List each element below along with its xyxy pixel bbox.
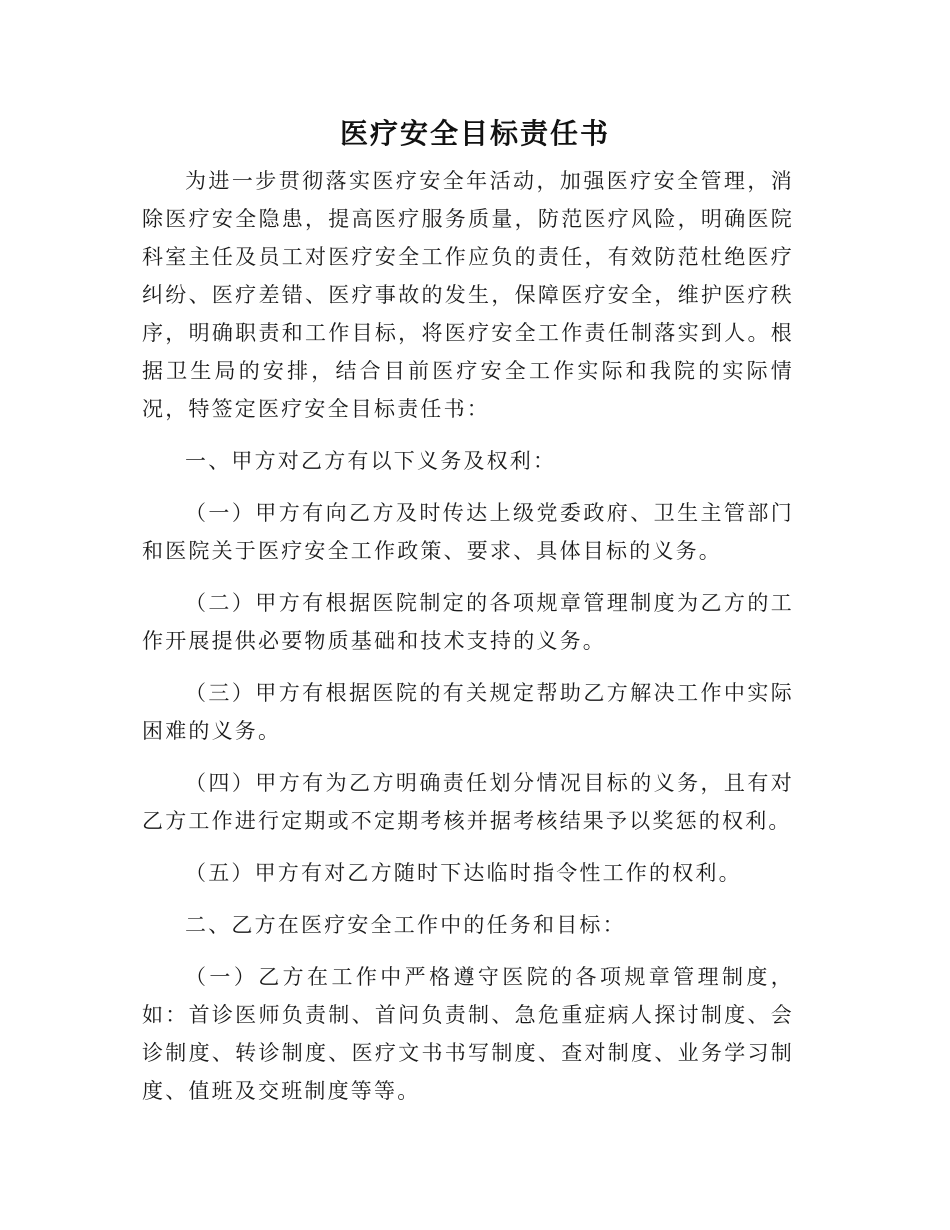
clause-1-1: （一）甲方有向乙方及时传达上级党委政府、卫生主管部门和医院关于医疗安全工作政策、要求、具体目标的义务。 [142,501,794,563]
section-heading-2: 二、乙方在医疗安全工作中的任务和目标： [185,913,626,937]
clause-1-2: （二）甲方有根据医院制定的各项规章管理制度为乙方的工作开展提供必要物质基础和技术支持的义务。 [142,591,794,653]
clause-2-1: （一）乙方在工作中严格遵守医院的各项规章管理制度，如：首诊医师负责制、首问负责制、急危重症病人探讨制度、会诊制度、转诊制度、医疗文书书写制度、查对制度、业务学习制度、值班及交班制度等等。 [142,965,794,1103]
clause-1-3: （三）甲方有根据医院的有关规定帮助乙方解决工作中实际困难的义务。 [142,681,794,743]
document-body [142,162,794,1110]
clause-1-5: （五）甲方有对乙方随时下达临时指令性工作的权利。 [185,861,742,885]
intro-paragraph: 为进一步贯彻落实医疗安全年活动，加强医疗安全管理，消除医疗安全隐患，提高医疗服务质量，防范医疗风险，明确医院科室主任及员工对医疗安全工作应负的责任，有效防范杜绝医疗纠纷、医疗差错、医疗事故的发生，保障医疗安全，维护医疗秩序，明确职责和工作目标，将医疗安全工作责任制落实到人。根据卫生局的安排，结合目前医疗安全工作实际和我院的实际情况，特签定医疗安全目标责任书： [142,169,794,421]
clause-1-4: （四）甲方有为乙方明确责任划分情况目标的义务，且有对乙方工作进行定期或不定期考核并据考核结果予以奖惩的权利。 [142,771,794,833]
document-title: 医疗安全目标责任书 [339,117,610,150]
section-heading-1: 一、甲方对乙方有以下义务及权利： [185,449,557,473]
